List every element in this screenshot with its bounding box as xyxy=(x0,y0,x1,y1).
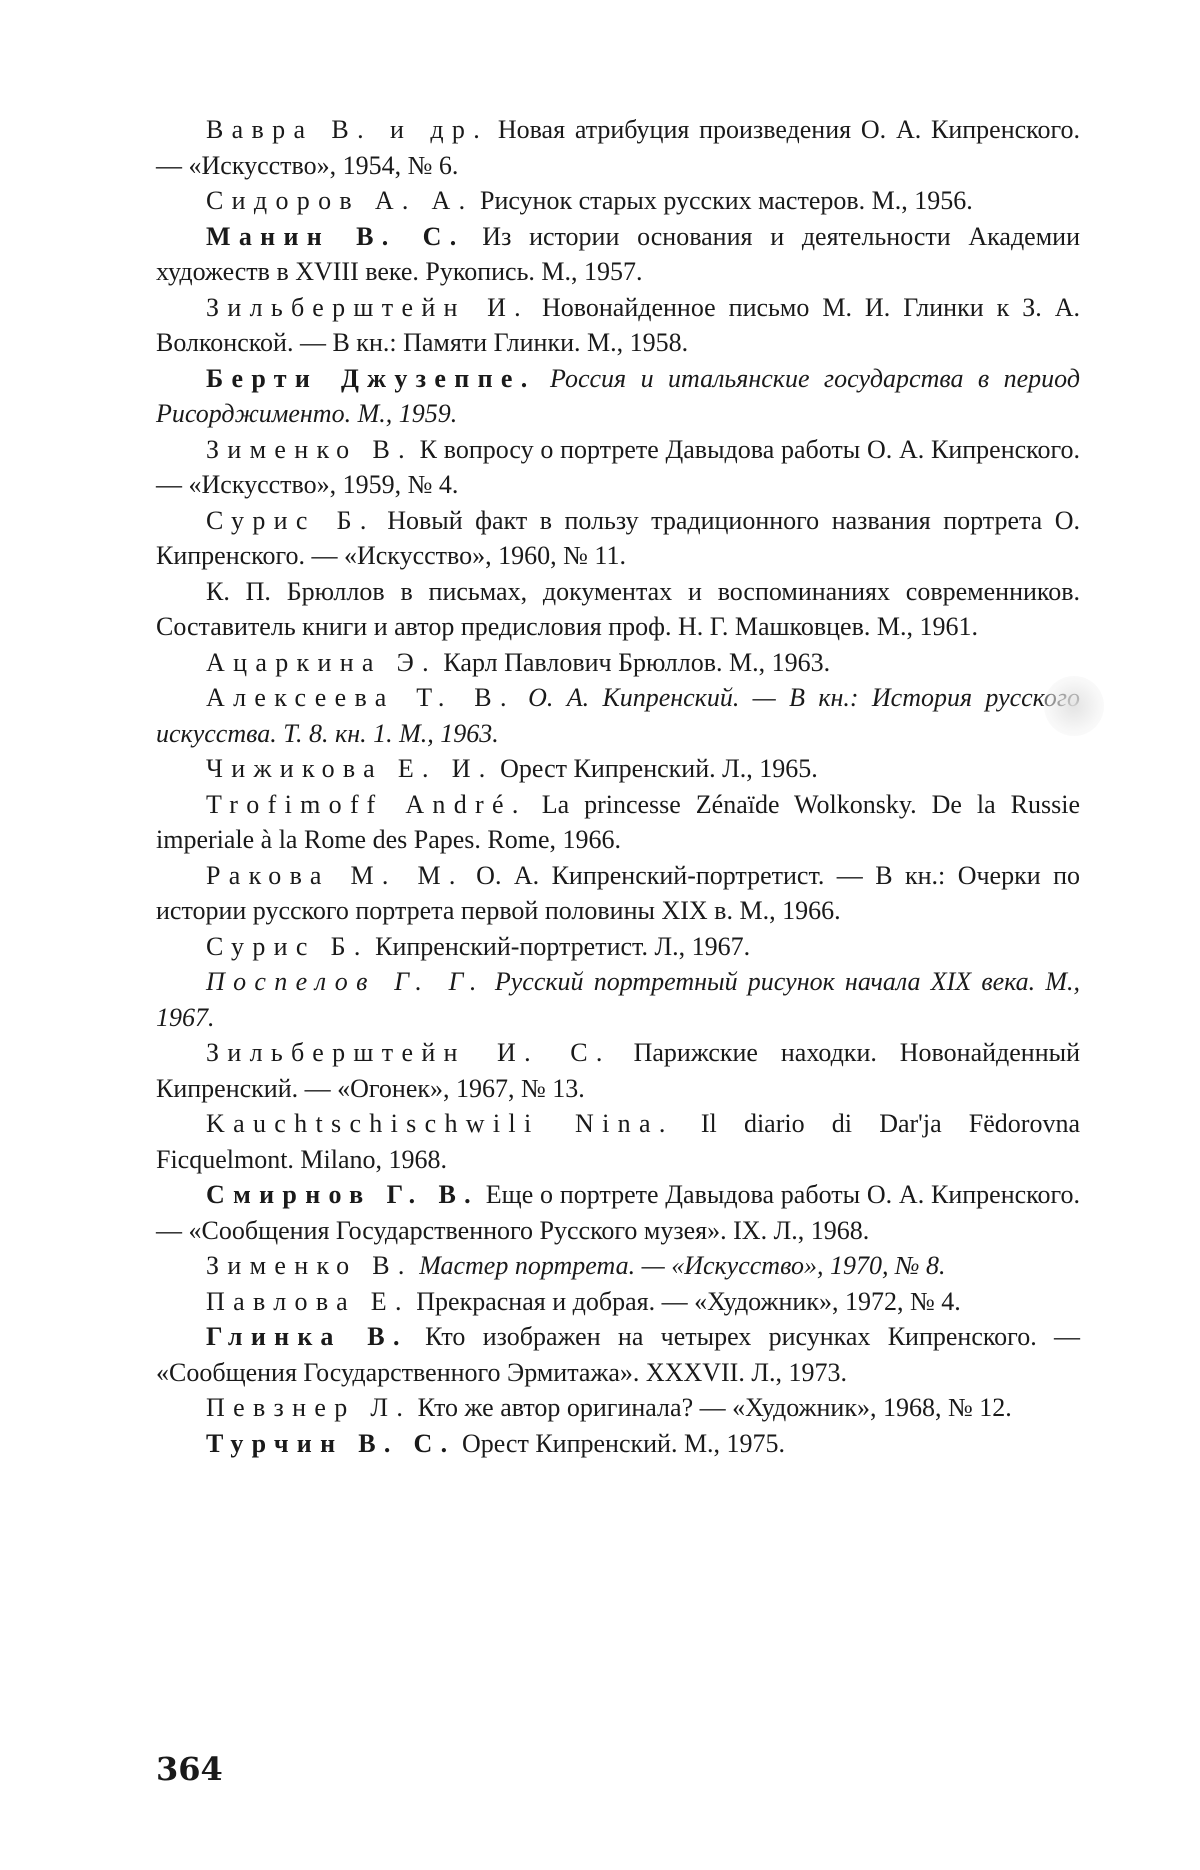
entry-text: К вопросу о портрете Давыдова работы О. А. Кипренского. — «Искусство», 1959, № 4. xyxy=(156,435,1080,500)
entry-author: Смирнов Г. В. xyxy=(206,1180,479,1209)
bibliography-entry xyxy=(156,1106,1080,1177)
entry-text: Карл Павлович Брюллов. М., 1963. xyxy=(437,648,830,677)
bibliography-entry xyxy=(156,183,1080,219)
entry-author: Сурис Б. xyxy=(206,932,369,961)
entry-text: Россия и итальянские государства в период Рисорджименто. М., 1959. xyxy=(156,364,1080,429)
entry-text: О. А. Кипренский-портретист. — В кн.: Очерки по истории русского портрета первой половины XIX в. М., 1966. xyxy=(156,861,1080,926)
bibliography-entry xyxy=(156,219,1080,290)
entry-text: О. А. Кипренский. — В кн.: История русского искусства. Т. 8. кн. 1. М., 1963. xyxy=(156,683,1080,748)
bibliography-entry xyxy=(156,290,1080,361)
entry-author: Ракова М. М. xyxy=(206,861,464,890)
entry-text: Кто же автор оригинала? — «Художник», 1968, № 12. xyxy=(411,1393,1012,1422)
page-number: 364 xyxy=(156,1750,223,1788)
entry-author: Зильберштейн И. xyxy=(206,293,529,322)
entry-text: Кто изображен на четырех рисунках Кипренского. — «Сообщения Государственного Эрмитажа». XXXVII. Л., 1973. xyxy=(156,1322,1080,1387)
bibliography-entry xyxy=(156,787,1080,858)
entry-author: Турчин В. С. xyxy=(206,1429,455,1458)
entry-text: Из истории основания и деятельности Академии художеств в XVIII веке. Рукопись. М., 1957. xyxy=(156,222,1080,287)
bibliography-entry xyxy=(156,1319,1080,1390)
bibliography-entry xyxy=(156,432,1080,503)
paper-smudge xyxy=(1044,676,1104,736)
bibliography-entry xyxy=(156,964,1080,1035)
bibliography-entry xyxy=(156,645,1080,681)
entry-author: Зименко В. xyxy=(206,435,413,464)
entry-author: Алексеева Т. В. xyxy=(206,683,515,712)
entry-author: Trofimoff André. xyxy=(206,790,527,819)
entry-author: Глинка В. xyxy=(206,1322,408,1351)
bibliography-entry xyxy=(156,574,1080,645)
bibliography-list xyxy=(156,112,1080,1461)
entry-text: К. П. Брюллов в письмах, документах и воспоминаниях современников. Составитель книги и автор предисловия проф. Н. Г. Машковцев. М., 1961. xyxy=(156,577,1080,642)
bibliography-entry xyxy=(156,680,1080,751)
entry-text: Еще о портрете Давыдова работы О. А. Кипренского. — «Сообщения Государственного Русского музея». IX. Л., 1968. xyxy=(156,1180,1080,1245)
entry-author: Чижикова Е. И. xyxy=(206,754,494,783)
bibliography-entry xyxy=(156,1177,1080,1248)
entry-author: Вавра В. и др. xyxy=(206,115,488,144)
entry-author: Зименко В. xyxy=(206,1251,413,1280)
bibliography-entry xyxy=(156,1035,1080,1106)
bibliography-entry xyxy=(156,751,1080,787)
entry-author: Певзнер Л. xyxy=(206,1393,411,1422)
bibliography-entry xyxy=(156,361,1080,432)
entry-author: Зильберштейн И. С. xyxy=(206,1038,611,1067)
entry-author: Берти Джузеппе. xyxy=(206,364,536,393)
entry-author: Поспелов Г. Г. xyxy=(206,967,485,996)
entry-author: Сурис Б. xyxy=(206,506,375,535)
entry-author: Павлова Е. xyxy=(206,1287,410,1316)
bibliography-entry xyxy=(156,1248,1080,1284)
entry-text: Русский портретный рисунок начала XIX века. М., 1967. xyxy=(156,967,1080,1032)
bibliography-entry xyxy=(156,858,1080,929)
bibliography-entry xyxy=(156,929,1080,965)
entry-text: Новый факт в пользу традиционного названия портрета О. Кипренского. — «Искусство», 1960, № 11. xyxy=(156,506,1080,571)
entry-author: Kauchtschischwili Nina. xyxy=(206,1109,674,1138)
entry-author: Сидоров А. А. xyxy=(206,186,473,215)
bibliography-entry xyxy=(156,112,1080,183)
entry-text: Кипренский-портретист. Л., 1967. xyxy=(369,932,750,961)
entry-text: Рисунок старых русских мастеров. М., 1956. xyxy=(473,186,972,215)
entry-author: Ацаркина Э. xyxy=(206,648,437,677)
entry-text: Орест Кипренский. М., 1975. xyxy=(455,1429,785,1458)
entry-text: Новонайденное письмо М. И. Глинки к З. А. Волконской. — В кн.: Памяти Глинки. М., 1958. xyxy=(156,293,1080,358)
bibliography-entry xyxy=(156,1426,1080,1462)
entry-text: Прекрасная и добрая. — «Художник», 1972, № 4. xyxy=(410,1287,961,1316)
entry-text: La princesse Zénaïde Wolkonsky. De la Russie imperiale à la Rome des Papes. Rome, 1966. xyxy=(156,790,1080,855)
bibliography-entry xyxy=(156,1390,1080,1426)
bibliography-entry xyxy=(156,503,1080,574)
entry-text: Орест Кипренский. Л., 1965. xyxy=(494,754,818,783)
entry-text: Мастер портрета. — «Искусство», 1970, № 8. xyxy=(413,1251,946,1280)
entry-author: Манин В. С. xyxy=(206,222,465,251)
entry-text: Новая атрибуция произведения О. А. Кипренского. — «Искусство», 1954, № 6. xyxy=(156,115,1080,180)
entry-text: Парижские находки. Новонайденный Кипренский. — «Огонек», 1967, № 13. xyxy=(156,1038,1080,1103)
entry-text: Il diario di Dar'ja Fëdorovna Ficquelmont. Milano, 1968. xyxy=(156,1109,1080,1174)
book-page xyxy=(0,0,1200,1870)
bibliography-entry xyxy=(156,1284,1080,1320)
